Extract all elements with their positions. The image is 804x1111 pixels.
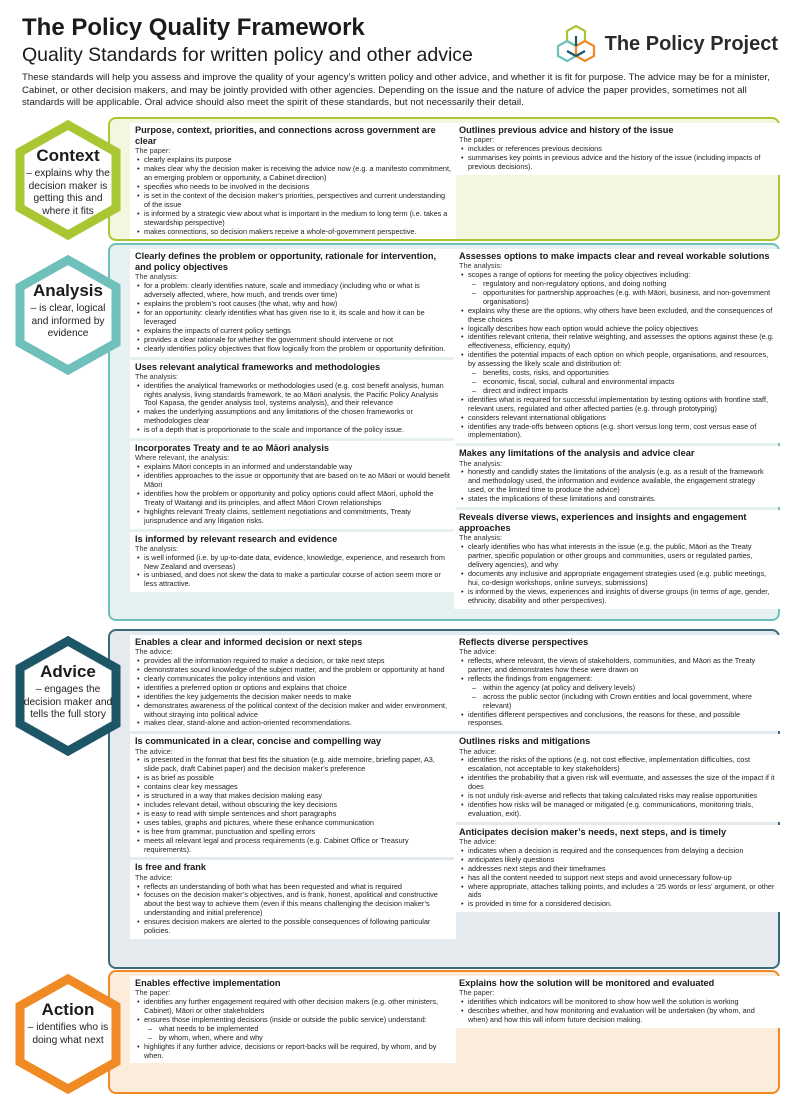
criterion: • identifies how the problem or opportunity and policy options could affect Māori, uphold the Treaty of Waitangi and its principles, and affect Māori Crown relationships: [135, 490, 451, 508]
column-right: [454, 976, 780, 1031]
criteria-list: [459, 271, 775, 440]
standard-card: [130, 123, 456, 239]
criterion: • indicates when a decision is required and the consequences from delaying a decision: [459, 847, 775, 856]
page-header: [22, 14, 782, 124]
standard-lead: The advice:: [135, 872, 173, 882]
standard-title: Reveals diverse views, experiences and insights and engagement approaches: [459, 512, 747, 534]
standard-lead: The analysis:: [459, 533, 502, 543]
criterion: • for a problem: clearly identifies nature, scale and immediacy (including who or what is adversely affected, where, how much, and trends over time): [135, 282, 451, 300]
criteria-list: [459, 998, 775, 1025]
criterion: • identifies a preferred option or options and explains that choice: [135, 684, 451, 693]
standard-title: Uses relevant analytical frameworks and methodologies: [135, 361, 381, 372]
criterion: • is free from grammar, punctuation and spelling errors: [135, 828, 451, 837]
standard-title: Is communicated in a clear, concise and compelling way: [135, 736, 382, 747]
criterion: • is easy to read with simple sentences and short paragraphs: [135, 810, 451, 819]
sub-criterion: – opportunities for partnership approaches (e.g. with Māori, business, and non-government organisations): [459, 289, 775, 307]
hexagon-description: – identifies who is doing what next: [27, 1022, 109, 1046]
hexagon-description: – engages the decision maker and tells the full story: [23, 684, 113, 721]
criteria-list: [459, 145, 775, 172]
column-left: [130, 249, 456, 595]
criteria-list: [135, 883, 451, 936]
standard-card: [454, 734, 780, 821]
standard-card: [130, 532, 456, 593]
standard-card: [454, 446, 780, 507]
criteria-list: [135, 998, 451, 1060]
criteria-list: [459, 847, 775, 909]
criterion: • has all the content needed to support next steps and avoid unnecessary follow-up: [459, 874, 775, 883]
criteria-list: [135, 463, 451, 525]
standard-lead: Where relevant, the analysis:: [135, 453, 230, 463]
column-right: [454, 249, 780, 612]
criterion: • clearly identifies who has what interests in the issue (e.g. the public, Māori as the Treaty partner, specific population or other groups and communities, users or regulated parties, delivery agencies), and why: [459, 543, 775, 570]
criterion: • demonstrates awareness of the political context of the decision maker and wider environment, without straying into political advice: [135, 702, 451, 720]
criterion: • is unbiased, and does not skew the data to make a particular course of action seem more or less attractive.: [135, 571, 451, 589]
criterion: • contains clear key messages: [135, 783, 451, 792]
criterion: • is presented in the format that best fits the situation (e.g. aide memoire, briefing paper, A3, slide pack, draft Cabinet paper) and the decision maker’s preference: [135, 756, 451, 774]
criterion: • meets all relevant legal and process requirements (e.g. Cabinet Office or Treasury requirements).: [135, 837, 451, 855]
standard-card: [130, 360, 456, 439]
criterion: • includes or references previous decisions: [459, 145, 775, 154]
sub-criterion: – what needs to be implemented: [135, 1025, 451, 1034]
column-left: [130, 635, 456, 942]
standard-card: [454, 825, 780, 912]
standard-lead: The paper:: [135, 988, 171, 998]
criterion: • logically describes how each option would achieve the policy objectives: [459, 325, 775, 334]
criterion: • provides all the information required to make a decision, or take next steps: [135, 657, 451, 666]
standard-lead: The advice:: [459, 837, 497, 847]
criterion: • makes the underlying assumptions and any limitations of the chosen frameworks or methodologies clear: [135, 408, 451, 426]
context-hexagon: [8, 120, 128, 240]
criterion: • uses tables, graphs and pictures, where these enhance communication: [135, 819, 451, 828]
column-right: [454, 123, 780, 178]
criteria-list: [135, 756, 451, 854]
criterion: • makes clear, stand-alone and action-oriented recommendations.: [135, 719, 451, 728]
criterion: • honestly and candidly states the limitations of the analysis (e.g. as a result of the framework and methodology used, the information and evidence available, the engagement strategy used, or the limited time to produce the advice): [459, 468, 775, 495]
criterion: • ensures decision makers are alerted to the possible consequences of following particular policies.: [135, 918, 451, 936]
column-right: [454, 635, 780, 915]
criterion: • identifies relevant criteria, their relative weighting, and assesses the options against these (e.g. effectiveness, efficiency, equity): [459, 333, 775, 351]
criterion: • identifies the risks of the options (e.g. not cost effective, implementation difficulties, cost escalation, not acceptable to key stakeholders): [459, 756, 775, 774]
section-analysis: [108, 243, 780, 621]
sub-criterion: – direct and indirect impacts: [459, 387, 775, 396]
standard-card: [130, 249, 456, 357]
criterion: • is provided in time for a considered decision.: [459, 900, 775, 909]
hexagon-label: Action: [41, 1000, 95, 1019]
standard-card: [454, 976, 780, 1028]
criterion: • for an opportunity: clearly identifies what has given rise to it, its scale and how it can be leveraged: [135, 309, 451, 327]
standard-title: Anticipates decision maker’s needs, next steps, and is timely: [459, 826, 727, 837]
sub-criterion: – across the public sector (including with Crown entities and local government, where relevant): [459, 693, 775, 711]
sub-criterion: – by whom, when, where and why: [135, 1034, 451, 1043]
standard-card: [130, 976, 456, 1063]
criterion: • highlights relevant Treaty claims, settlement negotiations and commitments, Treaty jurisprudence and any litigation risks.: [135, 508, 451, 526]
logo-text: The Policy Project: [604, 33, 778, 55]
criterion: • documents any inclusive and appropriate engagement strategies used (e.g. public meetings, hui, co-design workshops, online surveys, submissions): [459, 570, 775, 588]
page-title: The Policy Quality Framework: [22, 14, 365, 41]
criterion: • scopes a range of options for meeting the policy objectives including:: [459, 271, 775, 280]
criteria-list: [135, 156, 451, 236]
page-subtitle: Quality Standards for written policy and other advice: [22, 44, 473, 66]
section-action: [108, 970, 780, 1094]
standard-lead: The advice:: [135, 647, 173, 657]
criterion: • reflects an understanding of both what has been requested and what is required: [135, 883, 451, 892]
criterion: • identifies the analytical frameworks or methodologies used (e.g. cost benefit analysis, human rights analysis, living standards framework, te ao Māori analysis, the Pacific Policy Analysis Tool Kapasa, the gender analysis tool, systems analysis), and their relevance: [135, 382, 451, 409]
criterion: • considers relevant international obligations: [459, 414, 775, 423]
standard-card: [130, 860, 456, 939]
column-left: [130, 976, 456, 1066]
cube-network-icon: [555, 24, 597, 64]
standard-lead: The advice:: [459, 647, 497, 657]
sub-criterion: – benefits, costs, risks, and opportunities: [459, 369, 775, 378]
advice-hexagon: [8, 636, 128, 756]
action-hexagon: [8, 974, 128, 1094]
standard-lead: The paper:: [135, 146, 171, 156]
standard-card: [454, 635, 780, 731]
standard-card: [130, 441, 456, 528]
standard-title: Outlines previous advice and history of the issue: [459, 125, 674, 135]
sub-criterion: – within the agency (at policy and delivery levels): [459, 684, 775, 693]
hexagon-description: – explains why the decision maker is getting this and where it fits: [26, 168, 110, 217]
hexagon-label: Analysis: [33, 281, 103, 300]
section-context: [108, 117, 780, 241]
criterion: • makes clear why the decision maker is receiving the advice now (e.g. a manifesto commitment, an emerging problem or opportunity, a Cabinet direction): [135, 165, 451, 183]
standard-card: [130, 635, 456, 731]
standard-lead: The analysis:: [459, 458, 502, 468]
criterion: • focuses on the decision maker’s objectives, and is frank, honest, apolitical and constructive about the best way to achieve them (even if this means challenging the decision maker’s understanding and initial preference): [135, 891, 451, 918]
criteria-list: [459, 543, 775, 605]
criterion: • demonstrates sound knowledge of the subject matter, and the problem or opportunity at hand: [135, 666, 451, 675]
criterion: • is structured in a way that makes decision making easy: [135, 792, 451, 801]
standard-lead: The paper:: [459, 135, 495, 145]
criteria-list: [135, 554, 451, 590]
standard-lead: The paper:: [459, 988, 495, 998]
sub-criterion: – regulatory and non-regulatory options, and doing nothing: [459, 280, 775, 289]
standard-card: [454, 249, 780, 443]
criterion: • is as brief as possible: [135, 774, 451, 783]
standard-lead: The analysis:: [135, 371, 178, 381]
criterion: • reflects the findings from engagement:: [459, 675, 775, 684]
standard-title: Enables a clear and informed decision or next steps: [135, 637, 363, 647]
criterion: • makes connections, so decision makers receive a whole-of-government perspective.: [135, 228, 451, 237]
criterion: • clearly explains its purpose: [135, 156, 451, 165]
criterion: • identifies the potential impacts of each option on which people, organisations, and resources, by assessing the likely scale and distribution of:: [459, 351, 775, 369]
standard-title: Explains how the solution will be monitored and evaluated: [459, 978, 715, 988]
criteria-list: [459, 756, 775, 818]
standard-lead: The analysis:: [459, 261, 502, 271]
standard-lead: The advice:: [459, 746, 497, 756]
criterion: • is well informed (i.e. by up-to-date data, evidence, knowledge, experience, and research from New Zealand and overseas): [135, 554, 451, 572]
criterion: • anticipates likely questions: [459, 856, 775, 865]
standard-lead: The analysis:: [135, 272, 178, 282]
criterion: • identifies what is required for successful implementation by testing options with frontline staff, relevant users, regulated and other affected parties (e.g. through prototyping): [459, 396, 775, 414]
hexagon-label: Context: [36, 146, 100, 165]
criterion: • is informed by the views, experiences and insights of diverse groups (in terms of age, gender, ethnicity, disability and other perspectives).: [459, 588, 775, 606]
hexagon-description: – is clear, logical and informed by evidence: [30, 303, 106, 340]
criterion: • clearly identifies policy objectives that flow logically from the problem or opportunity definition.: [135, 345, 451, 354]
policy-project-logo: [555, 24, 778, 64]
standard-title: Clearly defines the problem or opportunity, rationale for intervention, and policy objectives: [135, 251, 437, 273]
criterion: • specifies who needs to be involved in the decisions: [135, 183, 451, 192]
standard-title: Is informed by relevant research and evidence: [135, 533, 338, 544]
criterion: • describes whether, and how monitoring and evaluation will be undertaken (by whom, and when) and how this will inform future decision making.: [459, 1007, 775, 1025]
standard-title: Purpose, context, priorities, and connections across government are clear: [135, 125, 436, 147]
criterion: • highlights if any further advice, decisions or report-backs will be required, by whom, and by when.: [135, 1043, 451, 1061]
standard-lead: The analysis:: [135, 543, 178, 553]
criterion: • identifies how risks will be managed or mitigated (e.g. communications, monitoring trials, evaluation, exit).: [459, 801, 775, 819]
standard-card: [454, 510, 780, 609]
criteria-list: [459, 657, 775, 728]
criterion: • where appropriate, attaches talking points, and includes a ‘25 words or less’ argument, or other aids: [459, 883, 775, 901]
criterion: • identifies the key judgements the decision maker needs to make: [135, 693, 451, 702]
criterion: • explains why these are the options, why others have been excluded, and the consequences of these choices: [459, 307, 775, 325]
standard-title: Is free and frank: [135, 862, 206, 873]
criterion: • identifies any trade-offs between options (e.g. short versus long term, cost versus ease of implementation).: [459, 423, 775, 441]
standard-title: Outlines risks and mitigations: [459, 736, 591, 747]
criterion: • explains the problem’s root causes (the what, why and how): [135, 300, 451, 309]
criterion: • reflects, where relevant, the views of stakeholders, communities, and Māori as the Treaty partner, and demonstrates how these were drawn on: [459, 657, 775, 675]
criterion: • explains Māori concepts in an informed and understandable way: [135, 463, 451, 472]
standard-title: Assesses options to make impacts clear and reveal workable solutions: [459, 251, 770, 261]
criterion: • identifies which indicators will be monitored to show how well the solution is working: [459, 998, 775, 1007]
criterion: • is of a depth that is proportionate to the scale and importance of the policy issue.: [135, 426, 451, 435]
criterion: • clearly communicates the policy intentions and vision: [135, 675, 451, 684]
criteria-list: [135, 282, 451, 353]
criterion: • explains the impacts of current policy settings: [135, 327, 451, 336]
criterion: • identifies any further engagement required with other decision makers (e.g. other ministers, Cabinet), Māori or other stakeholders: [135, 998, 451, 1016]
standard-lead: The advice:: [135, 746, 173, 756]
intro-text: These standards will help you assess and improve the quality of your agency’s written policy and other advice, and whether it is fit for purpose. The advice may be for a minister, Cabinet, or other decision makers, and may be jointly provided with other agencies. Depending on the issue and the nature of advice the paper provides, sometimes not all standards will be applicable. Oral advice should also meet the spirit of these standards, but not necessarily their detail.: [22, 72, 770, 109]
criterion: • is not unduly risk-averse and reflects that taking calculated risks may realise opportunities: [459, 792, 775, 801]
criterion: • addresses next steps and their timeframes: [459, 865, 775, 874]
criterion: • ensures those implementing decisions (inside or outside the public service) understand:: [135, 1016, 451, 1025]
criterion: • summarises key points in previous advice and the history of the issue (including impacts of previous decisions).: [459, 154, 775, 172]
standard-card: [454, 123, 780, 175]
criteria-list: [459, 468, 775, 504]
sub-criterion: – economic, fiscal, social, cultural and environmental impacts: [459, 378, 775, 387]
criteria-list: [135, 657, 451, 728]
section-advice: [108, 629, 780, 969]
criterion: • is set in the context of the decision maker’s priorities, perspectives and current understanding of the issue: [135, 192, 451, 210]
standard-title: Reflects diverse perspectives: [459, 637, 589, 647]
criteria-list: [135, 382, 451, 435]
criterion: • states the implications of these limitations and constraints.: [459, 495, 775, 504]
standard-title: Incorporates Treaty and te ao Māori analysis: [135, 443, 330, 454]
criterion: • is informed by a strategic view about what is important in the medium to long term (i.e. takes a stewardship perspective): [135, 210, 451, 228]
criterion: • identifies the probability that a given risk will eventuate, and assesses the size of the impact if it does: [459, 774, 775, 792]
standard-title: Enables effective implementation: [135, 978, 281, 988]
criterion: • identifies approaches to the issue or opportunity that are based on te ao Māori or would benefit Māori: [135, 472, 451, 490]
standard-card: [130, 734, 456, 857]
column-left: [130, 123, 456, 242]
criterion: • provides a clear rationale for whether the government should intervene or not: [135, 336, 451, 345]
standard-title: Makes any limitations of the analysis and advice clear: [459, 448, 695, 459]
criterion: • includes relevant detail, without obscuring the key decisions: [135, 801, 451, 810]
hexagon-label: Advice: [40, 662, 96, 681]
criterion: • identifies different perspectives and conclusions, the reasons for these, and possible responses.: [459, 711, 775, 729]
analysis-hexagon: [8, 255, 128, 375]
